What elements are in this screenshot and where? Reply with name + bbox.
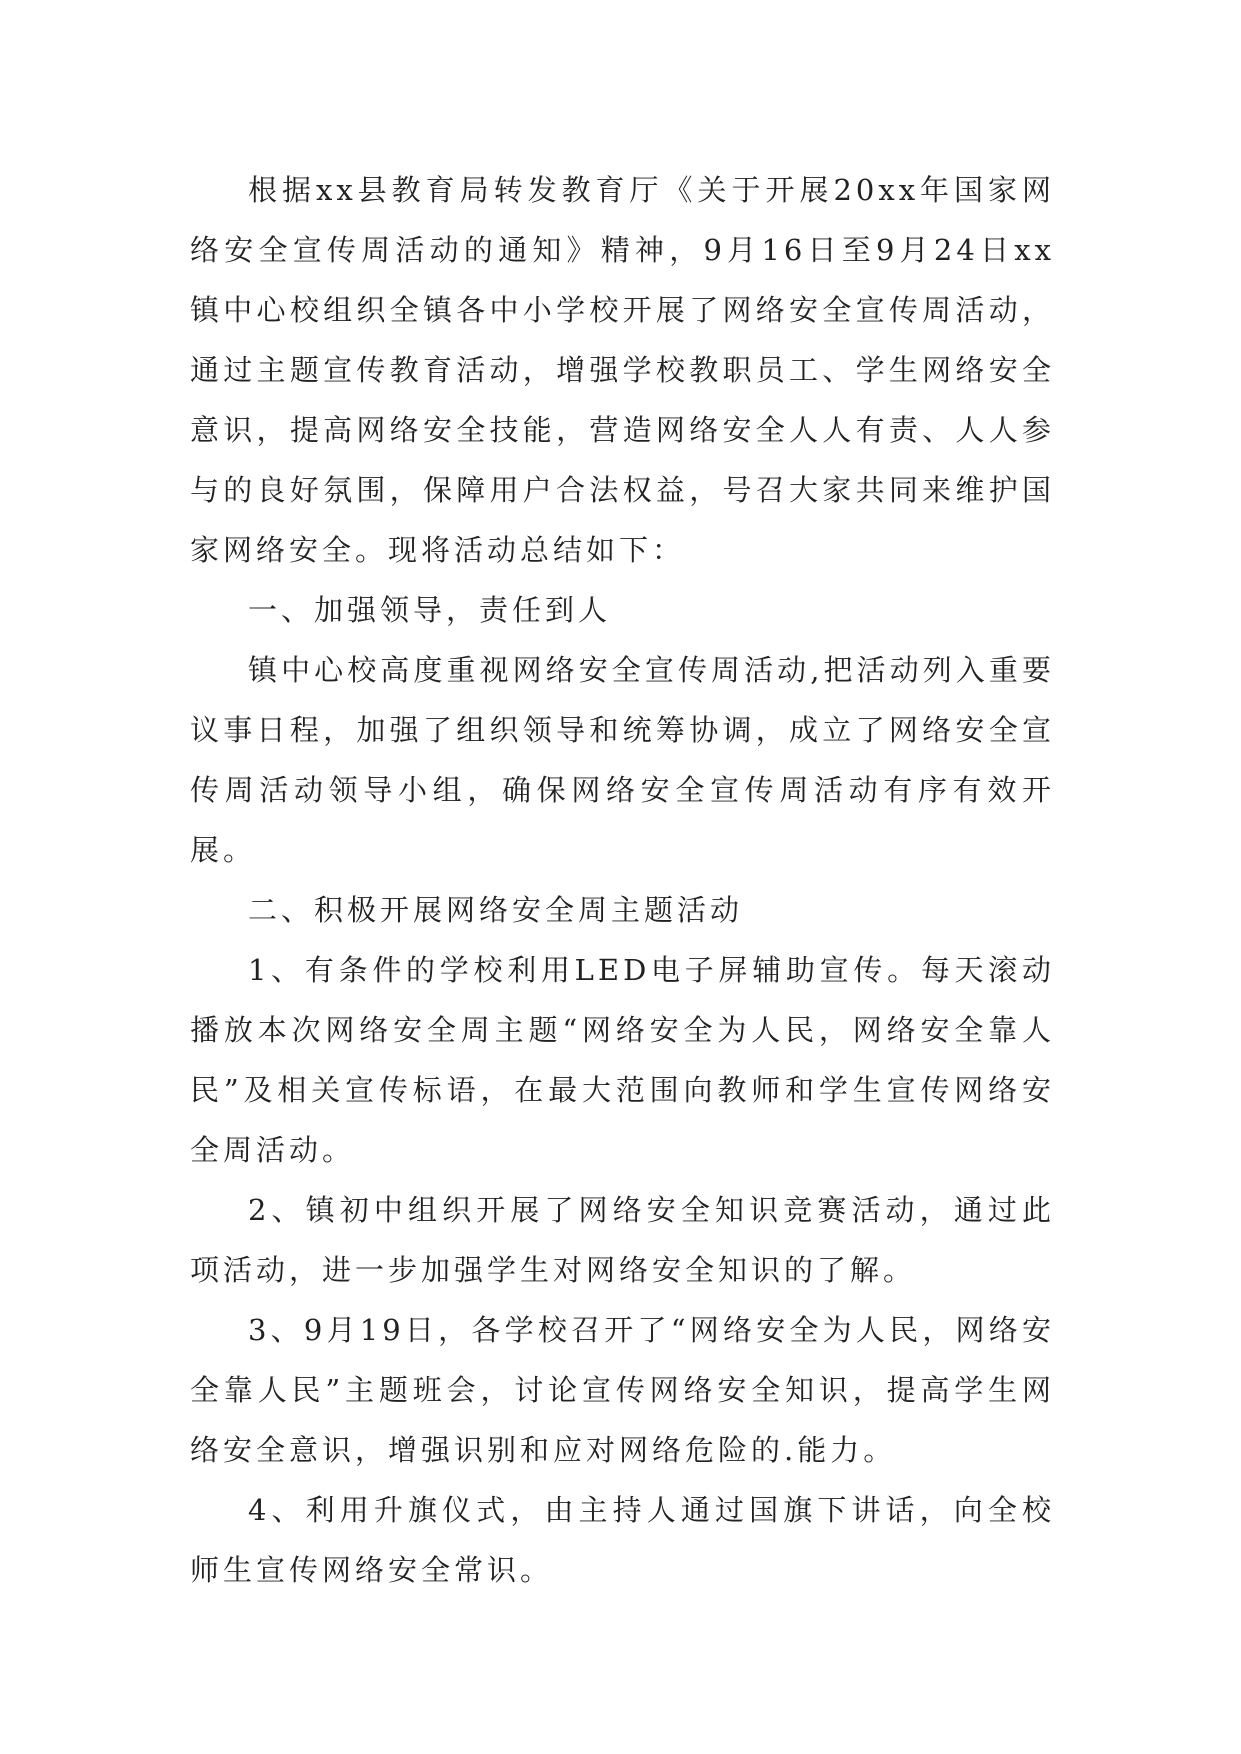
list-item-4: 4、利用升旗仪式，由主持人通过国旗下讲话，向全校师生宣传网络安全常识。 [190,1493,1055,1587]
paragraph-intro: 根据xx县教育局转发教育厅《关于开展20xx年国家网络安全宣传周活动的通知》精神，9月16日至9月24日xx镇中心校组织全镇各中小学校开展了网络安全宣传周活动，通过主题宣传教育活动，增强学校教职员工、学生网络安全意识，提高网络安全技能，营造网络安全人人有责、人人参与的良好氛围，保障用户合法权益，号召大家共同来维护国家网络安全。现将活动总结如下： [190,173,1055,567]
list-item-2: 2、镇初中组织开展了网络安全知识竞赛活动，通过此项活动，进一步加强学生对网络安全知识的了解。 [190,1193,1055,1287]
paragraph-leadership: 镇中心校高度重视网络安全宣传周活动,把活动列入重要议事日程，加强了组织领导和统筹协调，成立了网络安全宣传周活动领导小组，确保网络安全宣传周活动有序有效开展。 [190,653,1055,867]
list-item-1: 1、有条件的学校利用LED电子屏辅助宣传。每天滚动播放本次网络安全周主题“网络安全为人民，网络安全靠人民”及相关宣传标语，在最大范围向教师和学生宣传网络安全周活动。 [190,953,1055,1167]
list-item-3: 3、9月19日，各学校召开了“网络安全为人民，网络安全靠人民”主题班会，讨论宣传网络安全知识，提高学生网络安全意识，增强识别和应对网络危险的.能力。 [190,1313,1055,1467]
section-heading-2: 二、积极开展网络安全周主题活动 [248,893,744,927]
section-heading-1: 一、加强领导，责任到人 [248,593,612,627]
document-body [190,160,1055,1600]
